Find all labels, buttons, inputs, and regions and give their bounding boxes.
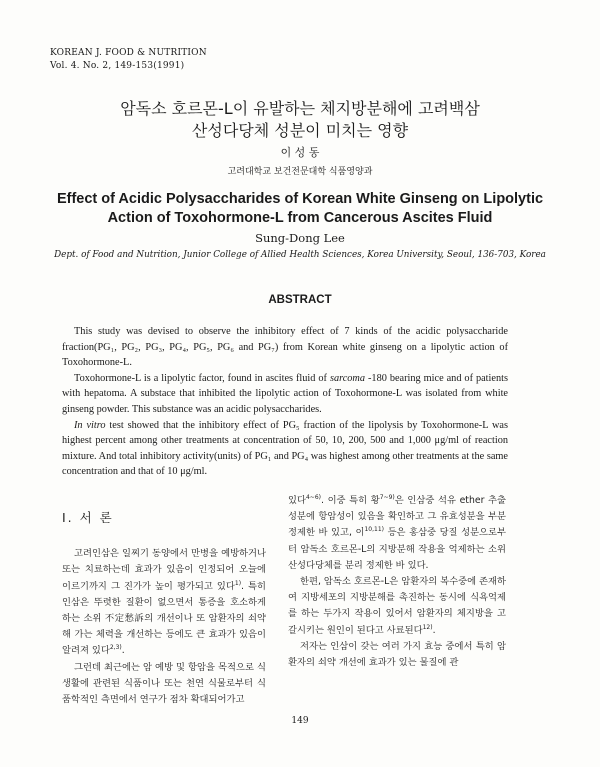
abstract-text: test showed that the inhibitory effect of PG₅ fraction of the lipolysis by Toxohormone-L was highest percent among other treatments at concentration of 50, 10, 200, 500 and 1,000 μg/ml of reaction mixture. And total inhibitory activity(units) of PG₁ and PG₄ was highest among other treatments at the same concentration and that of 10 μg/ml. xyxy=(62,419,509,478)
body-text: 한편, 암독소 호르몬-L은 암환자의 복수중에 존재하여 지방세포의 지방분해를 촉진하는 동시에 식욕억제를 하는 두가지 작용이 있어서 암환자의 체지방을 고갈시키는 원인이 된다고 사료된다 xyxy=(288,576,506,636)
english-title-line2: Action of Toxohormone-L from Cancerous Ascites Fluid xyxy=(107,210,493,226)
english-title-line1: Effect of Acidic Polysaccharides of Korean White Ginseng on Lipolytic xyxy=(56,191,544,207)
english-title xyxy=(0,190,600,228)
citation: 1) xyxy=(234,579,242,587)
abstract-text: -180 bearing mice and of patients with hepatoma. A substace that inhibited the lipolytic action of Toxohormone-L was isolated from white ginseng powder. This substance was an acidic polysaccharides. xyxy=(62,372,508,415)
journal-header xyxy=(50,47,207,73)
body-paragraph: 저자는 인삼이 갖는 여러 가지 효능 중에서 특히 암환자의 쇠약 개선에 효과가 있는 물질에 관 xyxy=(288,640,506,669)
body-column-left xyxy=(62,493,266,708)
body-paragraph xyxy=(288,493,506,574)
journal-name: KOREAN J. FOOD & NUTRITION xyxy=(50,48,207,58)
abstract-paragraph xyxy=(62,371,508,418)
abstract-paragraph: This study was devised to observe the inhibitory effect of 7 kinds of the acidic polysaccharide fraction(PG₁, PG₂, PG₃, PG₄, PG₅, PG₆ and PG₇) from Korean white ginseng on a lipolytic action of Toxohormone-L. xyxy=(62,326,508,369)
journal-volume: Vol. 4. No. 2, 149-153(1991) xyxy=(50,61,185,71)
korean-title-line2: 산성다당체 성분이 미치는 영향 xyxy=(191,121,409,140)
body-text: 있다 xyxy=(288,495,306,506)
abstract-italic-term: sarcoma xyxy=(329,372,366,384)
body-text: 은 인삼중 석유 ether 추출성분에 항암성이 있음을 확인하고 그 유효성분을 부분 정제한 바 있고, 이 xyxy=(288,495,506,539)
body-column-right xyxy=(288,493,506,671)
korean-title-line1: 암독소 호르몬-L이 유발하는 체지방분해에 고려백삼 xyxy=(120,99,480,118)
korean-title xyxy=(0,98,600,142)
abstract-paragraph xyxy=(62,418,508,480)
abstract-italic-term: In vitro xyxy=(74,419,106,431)
section-heading: I. 서 론 xyxy=(62,510,114,525)
body-paragraph xyxy=(288,574,506,639)
citation: 2,3) xyxy=(109,644,122,652)
english-author: Sung-Dong Lee xyxy=(255,231,345,245)
abstract-body xyxy=(62,324,508,480)
citation: 10,11) xyxy=(364,526,385,534)
body-text: . 이중 특히 황 xyxy=(320,495,380,506)
body-text: . xyxy=(432,624,436,636)
body-paragraph xyxy=(62,546,266,659)
page-number: 149 xyxy=(291,716,309,726)
body-paragraph: 그런데 최근에는 암 예방 및 항암을 목적으로 식생활에 관련된 식품이나 또는 천연 식물로부터 식품학적인 측면에서 연구가 점차 확대되어가고 xyxy=(62,661,266,706)
citation: 4~6) xyxy=(305,493,321,501)
citation: 12) xyxy=(422,623,433,631)
korean-author: 이 성 동 xyxy=(280,146,320,159)
abstract-text: Toxohormone-L is a lipolytic factor, found in ascites fluid of xyxy=(74,372,330,384)
body-text: . xyxy=(121,645,125,657)
korean-affiliation: 고려대학교 보건전문대학 식품영양과 xyxy=(227,167,373,177)
body-text: . 특히 인삼은 뚜렷한 질환이 없으면서 통증을 호소하게 하는 소위 不定愁訴의 개선이나 또 암환자의 쇠약해 가는 체력을 개선하는 등에도 큰 효과가 있음이 알려져 있다 xyxy=(62,580,267,657)
english-affiliation: Dept. of Food and Nutrition, Junior College of Allied Health Sciences, Korea University, Seoul, 136-703, Korea xyxy=(54,250,546,260)
body-text: 고려인삼은 일찌기 동양에서 만병을 예방하거나 또는 치료하는데 효과가 있음이 인정되어 오늘에 이르기까지 그 진가가 높이 평가되고 있다 xyxy=(62,548,266,592)
body-text: 등은 홍삼중 당질 성분으로부터 암독소 호르몬-L의 지방분해 작용을 억제하는 소위 산성다당체를 분리 정제한 바 있다. xyxy=(288,527,506,571)
citation: 7~9) xyxy=(379,493,395,501)
abstract-heading: ABSTRACT xyxy=(268,294,332,306)
